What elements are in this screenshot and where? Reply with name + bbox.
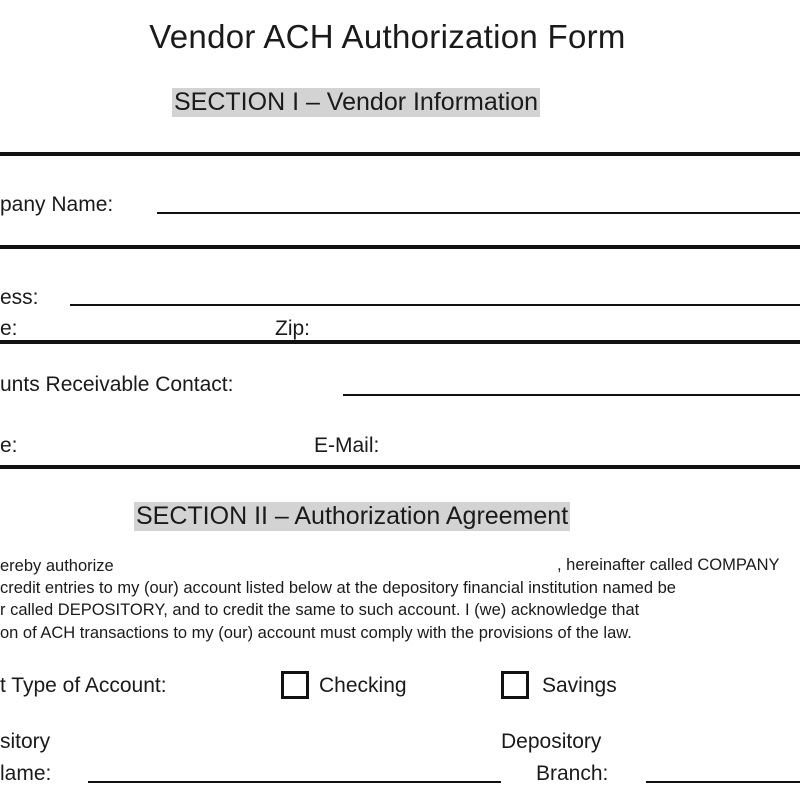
- section-2-heading: SECTION II – Authorization Agreement: [136, 502, 569, 530]
- agreement-line-1a: ereby authorize: [0, 557, 114, 575]
- section-1-heading: SECTION I – Vendor Information: [174, 88, 539, 116]
- divider: [0, 245, 800, 249]
- agreement-line-1b: , hereinafter called COMPANY: [557, 556, 780, 574]
- address-field[interactable]: [70, 304, 800, 306]
- depository-branch-field[interactable]: [646, 781, 800, 783]
- agreement-line-3: r called DEPOSITORY, and to credit the same to such account. I (we) acknowledge that: [0, 601, 640, 619]
- depository-name-field[interactable]: [88, 781, 501, 783]
- depository-name-label: lame:: [0, 762, 52, 785]
- state-label: e:: [0, 317, 18, 340]
- checking-checkbox[interactable]: [281, 671, 309, 699]
- ar-contact-label: unts Receivable Contact:: [0, 373, 234, 396]
- ar-contact-field[interactable]: [343, 394, 800, 396]
- zip-label: Zip:: [275, 317, 311, 340]
- account-type-label: t Type of Account:: [0, 674, 167, 697]
- agreement-line-2: credit entries to my (our) account listed below at the depository financial institution named be: [0, 579, 676, 597]
- phone-label: e:: [0, 434, 18, 457]
- divider: [0, 152, 800, 156]
- branch-label: Branch:: [536, 762, 609, 785]
- depository-branch-label-top: Depository: [501, 730, 602, 753]
- savings-checkbox[interactable]: [501, 671, 529, 699]
- email-label: E-Mail:: [314, 434, 380, 457]
- divider: [0, 465, 800, 469]
- company-name-field[interactable]: [157, 212, 800, 214]
- depository-label: sitory: [0, 730, 51, 753]
- agreement-line-4: on of ACH transactions to my (our) account must comply with the provisions of the law.: [0, 624, 632, 642]
- checking-label: Checking: [319, 674, 407, 697]
- savings-label: Savings: [542, 674, 617, 697]
- address-label: ess:: [0, 286, 39, 309]
- company-name-label: pany Name:: [0, 193, 114, 216]
- form-title: Vendor ACH Authorization Form: [149, 18, 626, 55]
- divider: [0, 340, 800, 344]
